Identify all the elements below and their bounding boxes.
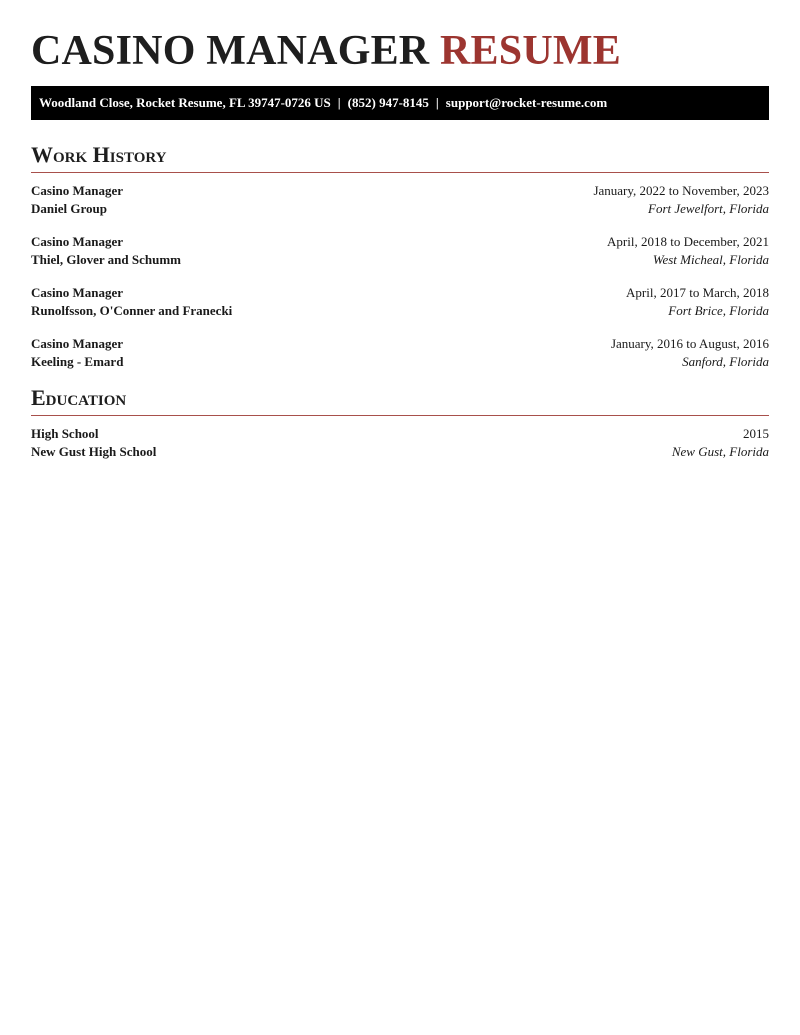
resume-title	[31, 0, 769, 74]
work-entry-row-top	[31, 335, 769, 353]
resume-title-main: CASINO MANAGER	[31, 28, 430, 74]
contact-address: Woodland Close, Rocket Resume, FL 39747-0726 US	[39, 95, 331, 110]
education-school: New Gust High School	[31, 444, 157, 459]
education-location: New Gust, Florida	[671, 444, 769, 459]
job-position: Casino Manager	[31, 336, 124, 351]
job-company: Runolfsson, O'Conner and Franecki	[31, 303, 233, 318]
education-degree: High School	[31, 426, 99, 441]
job-dates: January, 2022 to November, 2023	[593, 183, 769, 198]
job-location: Fort Jewelfort, Florida	[648, 201, 769, 216]
work-entry-row-bottom	[31, 353, 769, 371]
contact-separator: |	[435, 95, 439, 110]
education-heading: Education	[31, 385, 769, 416]
job-dates: April, 2018 to December, 2021	[607, 234, 769, 249]
education-section	[31, 385, 769, 461]
job-company: Daniel Group	[31, 201, 107, 216]
work-entry	[31, 284, 769, 320]
work-entry-row-top	[31, 182, 769, 200]
job-location: West Micheal, Florida	[652, 252, 769, 267]
resume-title-accent: RESUME	[440, 28, 621, 74]
contact-bar	[31, 86, 769, 120]
education-entry-row-bottom	[31, 443, 769, 461]
work-entry-row-top	[31, 284, 769, 302]
job-company: Keeling - Emard	[31, 354, 124, 369]
education-entry-row-top	[31, 425, 769, 443]
job-dates: January, 2016 to August, 2016	[610, 336, 769, 351]
work-entry-row-bottom	[31, 200, 769, 218]
work-history-section	[31, 142, 769, 371]
job-dates: April, 2017 to March, 2018	[626, 285, 769, 300]
work-entry	[31, 182, 769, 218]
work-entry-row-bottom	[31, 251, 769, 269]
job-location: Fort Brice, Florida	[668, 303, 769, 318]
work-entry-row-bottom	[31, 302, 769, 320]
work-entry	[31, 233, 769, 269]
job-location: Sanford, Florida	[682, 354, 769, 369]
job-position: Casino Manager	[31, 183, 124, 198]
job-position: Casino Manager	[31, 285, 124, 300]
job-position: Casino Manager	[31, 234, 124, 249]
contact-separator: |	[337, 95, 341, 110]
contact-email: support@rocket-resume.com	[445, 95, 608, 110]
contact-phone: (852) 947-8145	[347, 95, 429, 110]
education-year: 2015	[743, 426, 769, 441]
education-entry	[31, 425, 769, 461]
work-history-heading: Work History	[31, 142, 769, 173]
job-company: Thiel, Glover and Schumm	[31, 252, 182, 267]
work-entry-row-top	[31, 233, 769, 251]
work-entry	[31, 335, 769, 371]
